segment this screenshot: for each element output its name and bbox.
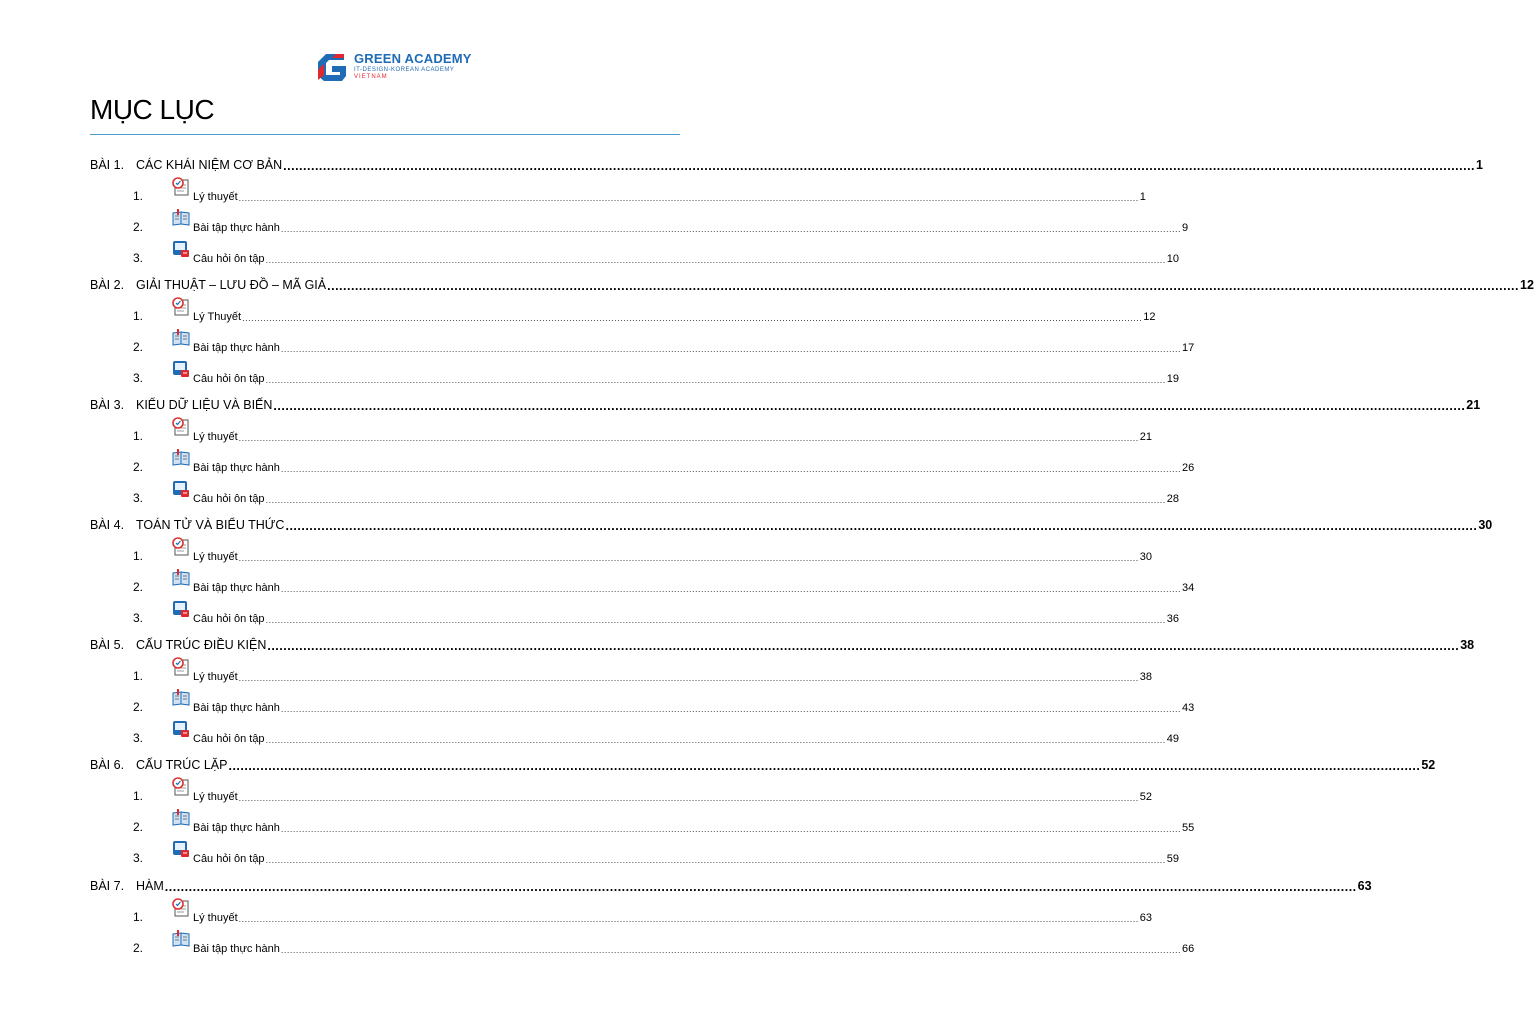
subentry-number: 1. bbox=[133, 309, 144, 323]
subentry-label: Bài tập thực hành bbox=[193, 222, 280, 234]
toc-lesson-entry[interactable] bbox=[90, 750, 1436, 773]
page-number: 19 bbox=[1166, 373, 1179, 385]
subentry-label: Bài tập thực hành bbox=[193, 822, 280, 834]
logo-country: VIETNAM bbox=[354, 74, 388, 80]
page-number: 52 bbox=[1421, 758, 1436, 772]
toc-subentry[interactable] bbox=[133, 301, 1156, 323]
subentry-number: 2. bbox=[133, 340, 144, 354]
subentry-label: Bài tập thực hành bbox=[193, 943, 280, 955]
subentry-label: Bài tập thực hành bbox=[193, 582, 280, 594]
lesson-number: BÀI 4. bbox=[90, 518, 125, 532]
subentry-label: Lý thuyết bbox=[193, 551, 238, 563]
dot-leader: ............................................................................................................................................................................................................................................................................................................ bbox=[280, 344, 1182, 354]
toc-lesson-entry[interactable] bbox=[90, 150, 1483, 173]
toc-lesson-entry[interactable] bbox=[90, 871, 1372, 894]
subentry-number: 1. bbox=[133, 910, 144, 924]
subentry-label: Câu hỏi ôn tập bbox=[193, 493, 265, 505]
subentry-number: 2. bbox=[133, 700, 144, 714]
review-icon bbox=[171, 239, 191, 259]
toc-subentry[interactable] bbox=[133, 933, 1195, 955]
practice-icon bbox=[171, 929, 191, 949]
dot-leader: ............................................................................................................................................................................................................................................................................................................ bbox=[280, 584, 1182, 594]
review-icon bbox=[171, 719, 191, 739]
subentry-label: Lý Thuyết bbox=[193, 311, 242, 323]
toc-subentry[interactable] bbox=[133, 332, 1195, 354]
page-title: MỤC LỤC bbox=[90, 94, 215, 125]
page-number: 12 bbox=[1520, 278, 1534, 292]
dot-leader: ............................................................................................................................................................................................................................................................................................................ bbox=[267, 638, 1460, 653]
page-number: 17 bbox=[1182, 342, 1195, 354]
subentry-number: 2. bbox=[133, 941, 144, 955]
dot-leader: ............................................................................................................................................................................................................................................................................................................ bbox=[327, 278, 1519, 293]
page-number: 63 bbox=[1357, 879, 1372, 893]
subentry-number: 1. bbox=[133, 429, 144, 443]
subentry-number: 1. bbox=[133, 789, 144, 803]
toc-subentry[interactable] bbox=[133, 812, 1195, 834]
dot-leader: ............................................................................................................................................................................................................................................................................................................ bbox=[238, 673, 1139, 683]
subentry-number: 3. bbox=[133, 611, 144, 625]
theory-icon bbox=[171, 417, 191, 437]
subentry-label: Câu hỏi ôn tập bbox=[193, 853, 265, 865]
toc-subentry[interactable] bbox=[133, 843, 1179, 865]
green-academy-logo-icon bbox=[314, 48, 350, 84]
subentry-label: Bài tập thực hành bbox=[193, 702, 280, 714]
toc-subentry[interactable] bbox=[133, 723, 1179, 745]
toc-subentry[interactable] bbox=[133, 421, 1153, 443]
lesson-number: BÀI 1. bbox=[90, 158, 125, 172]
dot-leader: ............................................................................................................................................................................................................................................................................................................ bbox=[280, 464, 1182, 474]
toc-subentry[interactable] bbox=[133, 661, 1153, 683]
toc-subentry[interactable] bbox=[133, 243, 1179, 265]
dot-leader: ............................................................................................................................................................................................................................................................................................................ bbox=[242, 313, 1143, 323]
subentry-number: 1. bbox=[133, 189, 144, 203]
page-number: 43 bbox=[1182, 702, 1195, 714]
dot-leader: ............................................................................................................................................................................................................................................................................................................ bbox=[280, 824, 1182, 834]
page-number: 36 bbox=[1166, 613, 1179, 625]
lesson-number: BÀI 2. bbox=[90, 278, 125, 292]
academy-logo bbox=[314, 46, 474, 86]
review-icon bbox=[171, 599, 191, 619]
subentry-number: 2. bbox=[133, 820, 144, 834]
dot-leader: ............................................................................................................................................................................................................................................................................................................ bbox=[238, 553, 1139, 563]
page-number: 38 bbox=[1139, 671, 1153, 683]
theory-icon bbox=[171, 898, 191, 918]
subentry-label: Câu hỏi ôn tập bbox=[193, 253, 265, 265]
lesson-title: GIẢI THUẬT – LƯU ĐỒ – MÃ GIẢ bbox=[136, 278, 327, 292]
theory-icon bbox=[171, 177, 191, 197]
toc-subentry[interactable] bbox=[133, 181, 1146, 203]
lesson-title: HÀM bbox=[136, 879, 164, 893]
dot-leader: ............................................................................................................................................................................................................................................................................................................ bbox=[285, 518, 1478, 533]
page-number: 28 bbox=[1166, 493, 1179, 505]
page-number: 21 bbox=[1466, 398, 1481, 412]
page-number: 55 bbox=[1182, 822, 1195, 834]
subentry-number: 3. bbox=[133, 851, 144, 865]
subentry-label: Bài tập thực hành bbox=[193, 342, 280, 354]
theory-icon bbox=[171, 657, 191, 677]
lesson-number: BÀI 6. bbox=[90, 758, 125, 772]
dot-leader: ............................................................................................................................................................................................................................................................................................................ bbox=[280, 945, 1182, 955]
lesson-title: CẤU TRÚC LẶP bbox=[136, 758, 228, 772]
subentry-number: 2. bbox=[133, 580, 144, 594]
toc-lesson-entry[interactable] bbox=[90, 270, 1534, 293]
lesson-number: BÀI 7. bbox=[90, 879, 125, 893]
practice-icon bbox=[171, 328, 191, 348]
lesson-title: KIỂU DỮ LIỆU VÀ BIẾN bbox=[136, 398, 273, 412]
practice-icon bbox=[171, 448, 191, 468]
subentry-label: Câu hỏi ôn tập bbox=[193, 373, 265, 385]
toc-lesson-entry[interactable] bbox=[90, 510, 1493, 533]
dot-leader: ............................................................................................................................................................................................................................................................................................................ bbox=[265, 855, 1166, 865]
lesson-number: BÀI 5. bbox=[90, 638, 125, 652]
practice-icon bbox=[171, 688, 191, 708]
review-icon bbox=[171, 479, 191, 499]
dot-leader: ............................................................................................................................................................................................................................................................................................................ bbox=[238, 433, 1139, 443]
toc-subentry[interactable] bbox=[133, 603, 1179, 625]
dot-leader: ............................................................................................................................................................................................................................................................................................................ bbox=[265, 615, 1166, 625]
subentry-label: Câu hỏi ôn tập bbox=[193, 733, 265, 745]
subentry-label: Lý thuyết bbox=[193, 671, 238, 683]
page-number: 26 bbox=[1182, 462, 1195, 474]
page-number: 30 bbox=[1139, 551, 1153, 563]
toc-subentry[interactable] bbox=[133, 692, 1195, 714]
subentry-label: Bài tập thực hành bbox=[193, 462, 280, 474]
logo-title: GREEN ACADEMY bbox=[354, 51, 472, 66]
dot-leader: ............................................................................................................................................................................................................................................................................................................ bbox=[265, 255, 1166, 265]
practice-icon bbox=[171, 208, 191, 228]
dot-leader: ............................................................................................................................................................................................................................................................................................................ bbox=[164, 879, 1357, 894]
theory-icon bbox=[171, 777, 191, 797]
dot-leader: ............................................................................................................................................................................................................................................................................................................ bbox=[265, 375, 1166, 385]
page-number: 38 bbox=[1460, 638, 1475, 652]
subentry-label: Lý thuyết bbox=[193, 912, 238, 924]
review-icon bbox=[171, 359, 191, 379]
page-number: 9 bbox=[1182, 222, 1189, 234]
subentry-label: Câu hỏi ôn tập bbox=[193, 613, 265, 625]
page-number: 12 bbox=[1143, 311, 1156, 323]
dot-leader: ............................................................................................................................................................................................................................................................................................................ bbox=[238, 793, 1139, 803]
title-divider bbox=[90, 134, 680, 135]
subentry-number: 1. bbox=[133, 669, 144, 683]
dot-leader: ............................................................................................................................................................................................................................................................................................................ bbox=[238, 193, 1139, 203]
logo-subtitle: IT-DESIGN-KOREAN ACADEMY bbox=[354, 67, 455, 73]
subentry-number: 2. bbox=[133, 460, 144, 474]
page-number: 34 bbox=[1182, 582, 1195, 594]
toc-subentry[interactable] bbox=[133, 452, 1195, 474]
lesson-title: CÁC KHÁI NIỆM CƠ BẢN bbox=[136, 158, 283, 172]
subentry-number: 1. bbox=[133, 549, 144, 563]
page-number: 1 bbox=[1139, 191, 1146, 203]
page-number: 49 bbox=[1166, 733, 1179, 745]
practice-icon bbox=[171, 808, 191, 828]
subentry-number: 3. bbox=[133, 491, 144, 505]
page-number: 63 bbox=[1139, 912, 1153, 924]
subentry-number: 3. bbox=[133, 731, 144, 745]
practice-icon bbox=[171, 568, 191, 588]
toc-subentry[interactable] bbox=[133, 212, 1189, 234]
lesson-number: BÀI 3. bbox=[90, 398, 125, 412]
dot-leader: ............................................................................................................................................................................................................................................................................................................ bbox=[283, 158, 1476, 173]
toc-subentry[interactable] bbox=[133, 902, 1153, 924]
dot-leader: ............................................................................................................................................................................................................................................................................................................ bbox=[228, 758, 1421, 773]
subentry-number: 3. bbox=[133, 371, 144, 385]
toc-subentry[interactable] bbox=[133, 483, 1179, 505]
toc-subentry[interactable] bbox=[133, 541, 1153, 563]
dot-leader: ............................................................................................................................................................................................................................................................................................................ bbox=[265, 495, 1166, 505]
page-number: 1 bbox=[1476, 158, 1483, 172]
review-icon bbox=[171, 839, 191, 859]
toc-lesson-entry[interactable] bbox=[90, 630, 1475, 653]
page-number: 30 bbox=[1478, 518, 1493, 532]
page-number: 66 bbox=[1182, 943, 1195, 955]
toc-subentry[interactable] bbox=[133, 781, 1153, 803]
toc-lesson-entry[interactable] bbox=[90, 390, 1481, 413]
subentry-number: 2. bbox=[133, 220, 144, 234]
toc-subentry[interactable] bbox=[133, 572, 1195, 594]
subentry-label: Lý thuyết bbox=[193, 431, 238, 443]
page-number: 21 bbox=[1139, 431, 1153, 443]
dot-leader: ............................................................................................................................................................................................................................................................................................................ bbox=[280, 224, 1182, 234]
subentry-label: Lý thuyết bbox=[193, 791, 238, 803]
theory-icon bbox=[171, 297, 191, 317]
lesson-title: TOÁN TỬ VÀ BIỂU THỨC bbox=[136, 518, 285, 532]
page-number: 59 bbox=[1166, 853, 1179, 865]
subentry-number: 3. bbox=[133, 251, 144, 265]
dot-leader: ............................................................................................................................................................................................................................................................................................................ bbox=[280, 704, 1182, 714]
dot-leader: ............................................................................................................................................................................................................................................................................................................ bbox=[273, 398, 1466, 413]
dot-leader: ............................................................................................................................................................................................................................................................................................................ bbox=[265, 735, 1166, 745]
page-number: 52 bbox=[1139, 791, 1153, 803]
toc-subentry[interactable] bbox=[133, 363, 1179, 385]
subentry-label: Lý thuyết bbox=[193, 191, 238, 203]
lesson-title: CẤU TRÚC ĐIỀU KIỆN bbox=[136, 638, 267, 652]
page-number: 10 bbox=[1166, 253, 1179, 265]
dot-leader: ............................................................................................................................................................................................................................................................................................................ bbox=[238, 914, 1139, 924]
theory-icon bbox=[171, 537, 191, 557]
